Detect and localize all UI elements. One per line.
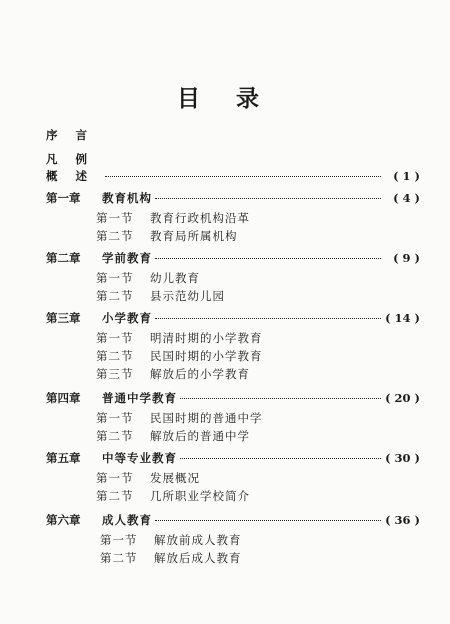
toc-section: [96, 410, 263, 426]
toc-section: [96, 470, 200, 486]
leader-dots: [105, 176, 381, 177]
toc-entry-overview: [46, 168, 420, 184]
page-number: ( 9 ): [393, 251, 420, 265]
chapter-name: 普通中学教育: [102, 391, 177, 405]
chapter-name: 教育机构: [102, 191, 152, 205]
section-number: 第一节: [96, 271, 134, 285]
toc-section: [96, 288, 225, 304]
toc-chapter-4: [46, 390, 420, 406]
page-number: ( 36 ): [385, 513, 420, 527]
section-name: 教育局所属机构: [150, 229, 238, 243]
chapter-number: 第三章: [46, 311, 81, 325]
page-number: ( 4 ): [393, 191, 420, 205]
section-name: 解放后的普通中学: [150, 429, 250, 443]
toc-chapter-5: [46, 450, 420, 466]
chapter-name: 中等专业教育: [102, 451, 177, 465]
section-name: 明清时期的小学教育: [150, 331, 263, 345]
section-number: 第一节: [100, 533, 138, 547]
overview-label: 概 述: [46, 169, 95, 183]
leader-dots: [180, 398, 381, 399]
toc-section: [96, 228, 238, 244]
leader-dots: [155, 318, 381, 319]
section-name: 解放前成人教育: [154, 533, 242, 547]
toc-section: [96, 488, 250, 504]
section-number: 第三节: [96, 367, 134, 381]
section-number: 第二节: [96, 489, 134, 503]
section-name: 教育行政机构沿革: [150, 211, 250, 225]
section-number: 第一节: [96, 471, 134, 485]
toc-section: [96, 270, 200, 286]
page-number: ( 1 ): [393, 169, 420, 183]
chapter-number: 第五章: [46, 451, 81, 465]
toc-section: [100, 532, 242, 548]
page-number: ( 30 ): [385, 451, 420, 465]
toc-section: [96, 210, 250, 226]
section-number: 第二节: [100, 551, 138, 565]
section-name: 幼儿教育: [150, 271, 200, 285]
section-number: 第一节: [96, 331, 134, 345]
toc-chapter-3: [46, 310, 420, 326]
chapter-name: 小学教育: [102, 311, 152, 325]
chapter-number: 第六章: [46, 513, 81, 527]
page-number: ( 14 ): [385, 311, 420, 325]
chapter-number: 第四章: [46, 391, 81, 405]
toc-chapter-1: [46, 190, 420, 206]
chapter-name: 成人教育: [102, 513, 152, 527]
section-name: 县示范幼儿园: [150, 289, 225, 303]
leader-dots: [180, 458, 381, 459]
toc-chapter-2: [46, 250, 420, 266]
section-number: 第二节: [96, 289, 134, 303]
chapter-number: 第一章: [46, 191, 81, 205]
toc-chapter-6: [46, 512, 420, 528]
section-name: 解放后的小学教育: [150, 367, 250, 381]
section-number: 第二节: [96, 429, 134, 443]
leader-dots: [155, 520, 381, 521]
section-name: 民国时期的小学教育: [150, 349, 263, 363]
page-title: 目 录: [176, 85, 273, 112]
leader-dots: [155, 198, 381, 199]
section-name: 民国时期的普通中学: [150, 411, 263, 425]
page-number: ( 20 ): [385, 391, 420, 405]
section-number: 第一节: [96, 211, 134, 225]
leader-dots: [155, 258, 381, 259]
toc-entry-notes: 凡 例: [46, 152, 95, 166]
toc-entry-preface: 序 言: [46, 128, 95, 142]
section-number: 第一节: [96, 411, 134, 425]
toc-section: [96, 330, 263, 346]
chapter-number: 第二章: [46, 251, 81, 265]
section-name: 发展概况: [150, 471, 200, 485]
section-name: 几所职业学校简介: [150, 489, 250, 503]
toc-section: [100, 550, 242, 566]
toc-section: [96, 348, 263, 364]
toc-section: [96, 366, 250, 382]
section-name: 解放后成人教育: [154, 551, 242, 565]
section-number: 第二节: [96, 229, 134, 243]
toc-section: [96, 428, 250, 444]
section-number: 第二节: [96, 349, 134, 363]
chapter-name: 学前教育: [102, 251, 152, 265]
